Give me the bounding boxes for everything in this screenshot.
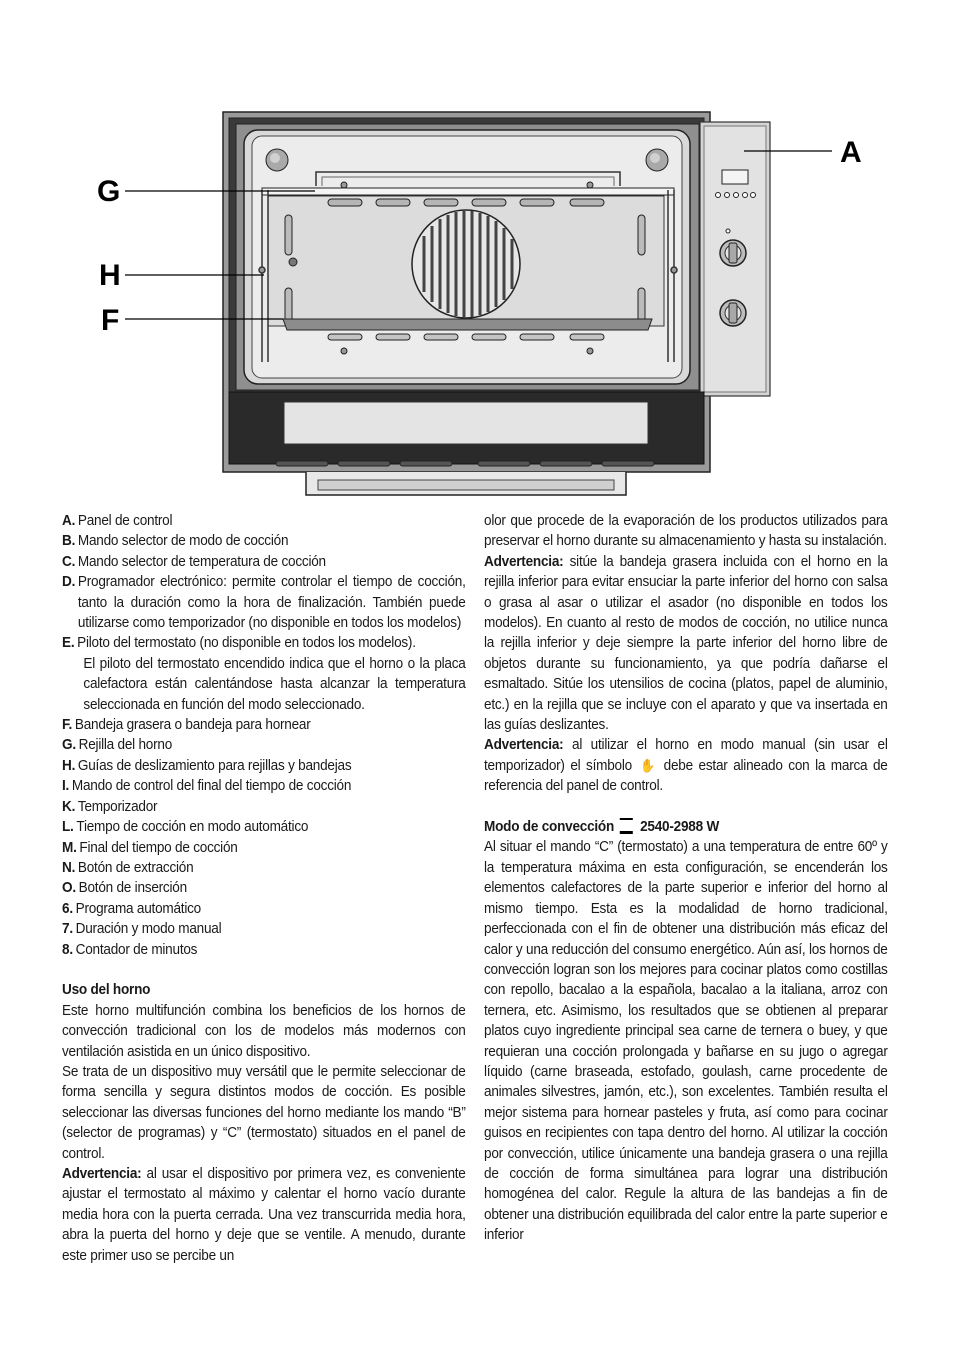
mode-selector-knob <box>720 240 746 266</box>
convection-power: 2540-2988 W <box>640 819 720 836</box>
oven-rack <box>262 188 674 195</box>
oven-diagram <box>0 0 954 505</box>
uso-paragraph-1: Este horno multifunción combina los beneficios de los hornos de convección tradicional con los de modelos más modernos con ventilación asistida en un único dispositivo. <box>62 1002 466 1060</box>
section-heading-convection: Modo de convección 2540-2988 W <box>484 819 720 836</box>
legend-item-l: L. Tiempo de cocción en modo automático <box>62 819 309 836</box>
legend-item-d: D. Programador electrónico: permite controlar el tiempo de cocción, tanto la duración como la hora de finalización. También puede utilizarse como temporizador (no disponible en todos los modelos) <box>62 574 466 632</box>
left-column <box>62 511 466 1266</box>
thermostat-pilot-light <box>726 229 730 233</box>
legend-item-h: H. Guías de deslizamiento para rejillas y bandejas <box>62 757 352 774</box>
hand-icon: ✋ <box>640 757 656 773</box>
legend-item-6: 6. Programa automático <box>62 900 201 917</box>
right-warning-1: Advertencia: sitúe la bandeja grasera incluida con el horno en la rejilla inferior para evitar ensuciar la parte inferior del horno con salsa o grasa al asar o utilizar el asador (no disponible en todos los modelos). En cuanto al resto de modos de cocción, no utilice nunca la rejilla inferior y deje siempre la parte inferior del horno libre de objetos durante su funcionamiento, ya que podría dañarse el esmaltado. Sitúe los utensilios de cocina (platos, papel de aluminio, etc.) en la rejilla que se incluye con el aparato y que va insertada en las guías deslizantes. <box>484 553 888 734</box>
programmer-display <box>722 170 748 184</box>
legend-item-a: A. Panel de control <box>62 513 173 529</box>
legend-item-e-detail: El piloto del termostato encendido indica que el horno o la placa calefactora están calentándose hasta alcanzar la temperatura seleccionada en función del modo seleccionado. <box>83 655 466 713</box>
callout-h: H <box>99 259 121 292</box>
right-column <box>484 511 888 1246</box>
legend-item-k: K. Temporizador <box>62 798 158 815</box>
uso-paragraph-2: Se trata de un dispositivo muy versátil que le permite seleccionar de forma sencilla y segura distintos modos de cocción. Es posible seleccionar las diversas funciones del horno mediante los mando “B” (selector de programas) y “C” (termostato) situados en el panel de control. <box>62 1063 466 1162</box>
callout-a: A <box>840 136 862 169</box>
legend-item-e: E. Piloto del termostato (no disponible en todos los modelos). <box>62 635 416 652</box>
warning-label: Advertencia: <box>484 553 564 570</box>
legend-item-i: I. Mando de control del final del tiempo de cocción <box>62 778 352 795</box>
right-warning-2: Advertencia: al utilizar el horno en modo manual (sin usar el temporizador) el símbolo ✋ debe estar alineado con la marca de referencia del panel de control. <box>484 737 888 795</box>
legend-item-m: M. Final del tiempo de cocción <box>62 839 238 856</box>
legend-item-7: 7. Duración y modo manual <box>62 921 222 938</box>
right-paragraph-1: olor que procede de la evaporación de los productos utilizados para preservar el horno durante su almacenamiento y hasta su instalación. <box>484 513 888 550</box>
legend-item-f: F. Bandeja grasera o bandeja para hornear <box>62 717 311 734</box>
convection-paragraph: Al situar el mando “C” (termostato) a una temperatura de entre 60º y la temperatura máxima en esta configuración, se encenderán los elementos calefactores de la parte superior e inferior del horno al mismo tiempo. Esta es la modalidad de horno tradicional, perfeccionada con el fin de obtener una distribución más eficaz del calor y una reducción del consumo energético. Aún así, los hornos de convección logran son los mejores para cocinar platos como costillas con repollo, bacalao a la española, bacalao a la italiana, arroz con ternera, etc. Asimismo, los resultados que se obtienen al preparar platos cuyo ingrediente principal sea carne de ternera o buey, y que requieran una cocción prolongada y bañarse en su jugo o agregar líquido (carne braseada, estofado, goulash, carne procedente de animales silvestres, jamón, etc.), son excelentes. También resulta el mejor sistema para hornear pasteles y fruta, así como para cocinar guisos en recipientes con tapa dentro del horno. Al utilizar la cocción por convección, utilice únicamente una bandeja grasera o una rejilla de cocción de forma simultánea para lograr una distribución homogénea del calor. Regule la altura de las bandejas a fin de obtener una distribución equilibrada del calor entre la parte superior e inferior <box>484 839 888 1244</box>
warning-label: Advertencia: <box>62 1165 142 1182</box>
legend-item-b: B. Mando selector de modo de cocción <box>62 533 289 550</box>
legend-item-n: N. Botón de extracción <box>62 859 194 876</box>
uso-warning: Advertencia: al usar el dispositivo por primera vez, es conveniente ajustar el termostato al máximo y calentar el horno vacío durante media hora con la puerta cerrada. Una vez transcurrida media hora, abra la puerta del horno y deje que se ventile. A menudo, durante este primer uso se percibe un <box>62 1165 466 1264</box>
legend-item-o: O. Botón de inserción <box>62 880 187 897</box>
convection-mode-icon <box>620 818 633 834</box>
section-heading-uso: Uso del horno <box>62 982 151 999</box>
legend-item-g: G. Rejilla del horno <box>62 737 173 754</box>
legend-item-c: C. Mando selector de temperatura de cocción <box>62 553 326 570</box>
warning-label: Advertencia: <box>484 737 564 754</box>
convection-fan-grille <box>412 210 520 318</box>
temperature-selector-knob <box>720 300 746 326</box>
callout-f: F <box>101 304 120 337</box>
legend-item-8: 8. Contador de minutos <box>62 941 198 958</box>
callout-g: G <box>97 175 121 208</box>
parts-legend <box>62 511 466 960</box>
baking-tray <box>283 319 652 330</box>
